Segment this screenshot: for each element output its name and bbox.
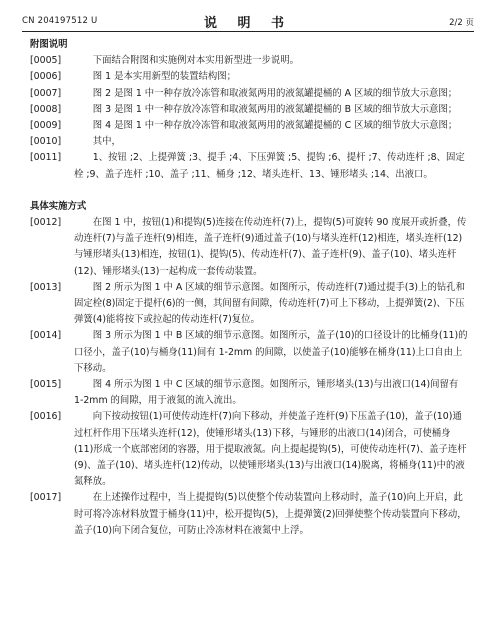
paragraph-number: [0011]	[30, 152, 62, 164]
paragraph	[30, 377, 468, 409]
paragraph-text: 图 2 所示为图 1 中 A 区域的细节示意图。如图所示，传动连杆(7)通过提手(3)上的钻孔和固定栓(8)固定于提杆(6)的一侧，其间留有间隙，传动连杆(7)可上下移动，上提弹簧(2)、下压弹簧(4)能将按下或拉起的传动连杆(7)复位。	[74, 281, 465, 326]
paragraph	[30, 215, 468, 280]
section-drawings-paragraphs	[30, 53, 468, 183]
paragraph-text: 下面结合附图和实施例对本实用新型进一步说明。	[92, 55, 300, 67]
document-title: 说 明 书	[203, 16, 293, 31]
document-body	[30, 37, 468, 539]
paragraph-text: 向下按动按钮(1)可使传动连杆(7)向下移动，并使盖子连杆(9)下压盖子(10)，盖子(10)通过杠杆作用下压堵头连杆(12)，使锤形堵头(13)下移，与锤形的出液口(14)闭合，可使桶身(11)形成一个底部密闭的容器，用于提取液氮。向上提起提钩(5)，可使传动连杆(7)、盖子连杆(9)、盖子(10)、堵头连杆(12)传动，以使锤形堵头(13)与出液口(14)脱离，将桶身(11)中的液氮释放。	[74, 411, 467, 488]
paragraph-number: [0005]	[30, 55, 62, 67]
paragraph-number: [0015]	[30, 379, 62, 391]
paragraph-text: 在图 1 中，按钮(1)和提钩(5)连接在传动连杆(7)上，提钩(5)可旋转 90 度展开或折叠，传动连杆(7)与盖子连杆(9)相连，盖子连杆(9)通过盖子(10)与堵头连杆(12)相连，堵头连杆(12)与锤形堵头(13)相连，按钮(1)、提钩(5)、传动连杆(7)、盖子连杆(9)、盖子(10)、堵头连杆(12)、锤形堵头(13)一起构成一套传动装置。	[74, 217, 467, 277]
paragraph	[30, 280, 468, 329]
page-header	[22, 10, 474, 32]
section-embodiments-paragraphs	[30, 215, 468, 539]
paragraph-text: 图 3 所示为图 1 中 B 区域的细节示意图。如图所示，盖子(10)的口径设计的比桶身(11)的口径小，盖子(10)与桶身(11)间有 1-2mm 的间隙，以使盖子(10)能够在桶身(11)上口自由上下移动。	[74, 330, 468, 374]
paragraph	[30, 328, 468, 377]
paragraph	[30, 86, 468, 102]
paragraph-text: 1、按钮 ;2、上提弹簧 ;3、提手 ;4、下压弹簧 ;5、提钩 ;6、提杆 ;7、传动连杆 ;8、固定栓 ;9、盖子连杆 ;10、盖子 ;11、桶身 ;12、堵头连杆、13、锤形堵头 ;14、出液口。	[74, 152, 465, 180]
paragraph-number: [0010]	[30, 136, 62, 148]
paragraph	[30, 118, 468, 134]
publication-number: CN 204197512 U	[22, 16, 98, 26]
paragraph-text: 图 2 是图 1 中一种存放冷冻管和取液氮两用的液氮罐提桶的 A 区域的细节放大示意图；	[92, 87, 458, 99]
paragraph	[30, 409, 468, 490]
paragraph	[30, 69, 468, 85]
header-rule	[22, 31, 474, 32]
paragraph-text: 图 1 是本实用新型的装置结构图；	[92, 71, 236, 83]
page-number: 2/2 页	[449, 18, 474, 28]
paragraph-text: 图 4 是图 1 中一种存放冷冻管和取液氮两用的液氮罐提桶的 C 区域的细节放大示意图；	[92, 120, 458, 132]
paragraph-text: 图 3 是图 1 中一种存放冷冻管和取液氮两用的液氮罐提桶的 B 区域的细节放大示意图；	[92, 103, 458, 115]
paragraph-text: 其中，	[92, 136, 121, 148]
paragraph	[30, 53, 468, 69]
section-heading-drawings: 附图说明	[30, 39, 68, 50]
paragraph	[30, 134, 468, 150]
paragraph-number: [0017]	[30, 492, 62, 504]
paragraph-number: [0007]	[30, 87, 62, 99]
paragraph-number: [0012]	[30, 217, 62, 229]
section-gap	[30, 183, 468, 199]
paragraph	[30, 490, 468, 539]
paragraph-number: [0006]	[30, 71, 62, 83]
paragraph-number: [0009]	[30, 120, 62, 132]
paragraph-number: [0014]	[30, 330, 62, 342]
paragraph	[30, 150, 468, 182]
section-heading-embodiments: 具体实施方式	[30, 200, 87, 212]
paragraph-number: [0016]	[30, 411, 62, 423]
paragraph	[30, 102, 468, 118]
paragraph-text: 图 4 所示为图 1 中 C 区域的细节示意图。如图所示，锤形堵头(13)与出液口(14)间留有 1-2mm 的间隙，用于液氮的流入流出。	[74, 379, 459, 407]
paragraph-number: [0008]	[30, 103, 62, 115]
paragraph-text: 在上述操作过程中，当上提提钩(5)以使整个传动装置向上移动时，盖子(10)向上开启，此时可将冷冻材料放置于桶身(11)中，松开提钩(5)，上提弹簧(2)回弹使整个传动装置向下移动，盖子(10)向下闭合复位，可防止冷冻材料在液氮中上浮。	[74, 492, 467, 536]
paragraph-number: [0013]	[30, 281, 62, 293]
